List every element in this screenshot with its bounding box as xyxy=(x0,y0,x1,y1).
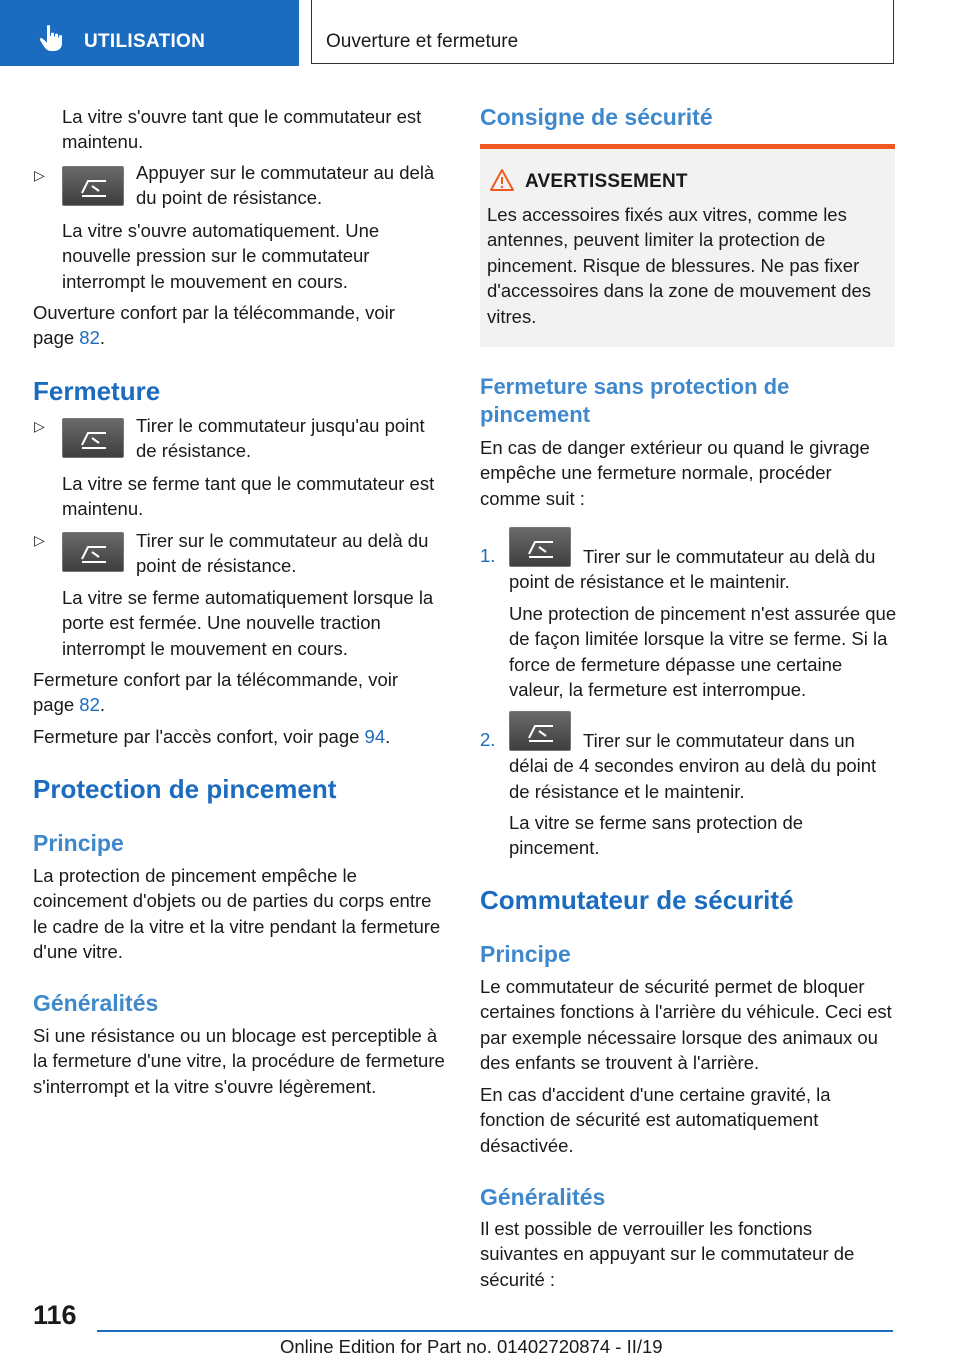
heading-principe: Principe xyxy=(480,941,571,967)
list-item-close-auto: Tirer sur le commutateur au delà du point de résistance. xyxy=(136,530,429,577)
step-2-note: La vitre se ferme sans protection de pincement. xyxy=(509,812,804,859)
step-number: 2. xyxy=(480,729,496,750)
hand-pointer-icon xyxy=(38,24,64,52)
window-switch-icon xyxy=(62,532,124,572)
page-link[interactable]: 82 xyxy=(79,327,100,349)
paragraph-open-comfort: Ouverture confort par la télécommande, voir page 82. xyxy=(33,302,395,349)
page-link[interactable]: 82 xyxy=(79,694,100,716)
paragraph-accident: En cas d'accident d'une certaine gravité, la fonction de sécurité est automatiquement désactivée. xyxy=(480,1084,831,1156)
heading-principe: Principe xyxy=(33,830,124,856)
paragraph-generalites: Il est possible de verrouiller les fonctions suivantes en appuyant sur le commutateur de sécurité : xyxy=(480,1218,855,1290)
step-1-text: Tirer sur le commutateur au delà du point de résistance et le maintenir. xyxy=(509,546,876,593)
page-link[interactable]: 94 xyxy=(364,726,386,747)
chapter-title: Ouverture et fermeture xyxy=(326,31,519,52)
heading-sans-protection: Fermeture sans protection de pincement xyxy=(480,374,790,427)
step-number: 1. xyxy=(480,545,496,566)
footer-edition: Online Edition for Part no. 01402720874 - II/19 xyxy=(280,1336,663,1357)
warning-title: AVERTISSEMENT xyxy=(525,171,688,192)
warning-text: Les accessoires fixés aux vitres, comme les antennes, peuvent limiter la protection de pincement. Risque de blessures. Ne pas fixer d'accessoires dans la zone de mouvement des vitres. xyxy=(487,204,872,327)
paragraph-sans-protection: En cas de danger extérieur ou quand le givrage empêche une fermeture normale, procéder comme suit : xyxy=(480,437,870,509)
paragraph-close-hold: La vitre se ferme tant que le commutateur est maintenu. xyxy=(62,473,435,520)
triangle-bullet-icon: ▷ xyxy=(34,418,45,434)
paragraph-close-access: Fermeture par l'accès confort, voir page 94. xyxy=(33,726,391,747)
triangle-bullet-icon: ▷ xyxy=(34,532,45,548)
window-switch-icon xyxy=(62,418,124,458)
chapter-title-box xyxy=(311,0,894,64)
heading-consigne: Consigne de sécurité xyxy=(480,104,713,130)
section-tab xyxy=(0,0,299,66)
triangle-bullet-icon: ▷ xyxy=(34,167,45,183)
heading-commutateur: Commutateur de sécurité xyxy=(480,885,794,915)
list-item-close-hold: Tirer le commutateur jusqu'au point de résistance. xyxy=(136,415,425,462)
list-item-open-auto: Appuyer sur le commutateur au delà du point de résistance. xyxy=(136,162,435,209)
heading-protection: Protection de pincement xyxy=(33,774,337,804)
heading-generalites: Généralités xyxy=(480,1184,606,1210)
section-label: UTILISATION xyxy=(84,31,206,52)
step-2-text: Tirer sur le commutateur dans un délai de 4 secondes environ au delà du point de résistance et le maintenir. xyxy=(509,730,877,802)
page-number: 116 xyxy=(33,1300,77,1330)
paragraph-generalites: Si une résistance ou un blocage est perceptible à la fermeture d'une vitre, la procédure de fermeture s'interrompt et la vitre s'ouvre légèrement. xyxy=(33,1025,445,1097)
paragraph-close-comfort: Fermeture confort par la télécommande, voir page 82. xyxy=(33,669,399,716)
heading-generalites: Généralités xyxy=(33,990,159,1016)
paragraph-close-auto: La vitre se ferme automatiquement lorsque la porte est fermée. Une nouvelle traction interrompt le mouvement en cours. xyxy=(62,587,434,659)
footer-divider xyxy=(97,1330,893,1332)
window-switch-icon xyxy=(62,166,124,206)
step-1-note: Une protection de pincement n'est assurée que de façon limitée lorsque la vitre se ferme. Si la force de fermeture dépasse une certaine valeur, la fermeture est interrompue. xyxy=(509,603,897,701)
heading-fermeture: Fermeture xyxy=(33,376,161,406)
paragraph-open-hold: La vitre s'ouvre tant que le commutateur est maintenu. xyxy=(62,106,422,153)
paragraph-open-auto: La vitre s'ouvre automatiquement. Une nouvelle pression sur le commutateur interrompt le mouvement en cours. xyxy=(62,220,380,292)
paragraph-principe: La protection de pincement empêche le coincement d'objets ou de parties du corps entre le cadre de la vitre et la vitre pendant la fermeture d'une vitre. xyxy=(33,865,441,963)
paragraph-principe: Le commutateur de sécurité permet de bloquer certaines fonctions à l'arrière du véhicule. Ceci est par exemple nécessaire lorsque des animaux ou des enfants se trouvent à l'arrière. xyxy=(480,976,892,1074)
warning-triangle-icon xyxy=(489,168,515,192)
